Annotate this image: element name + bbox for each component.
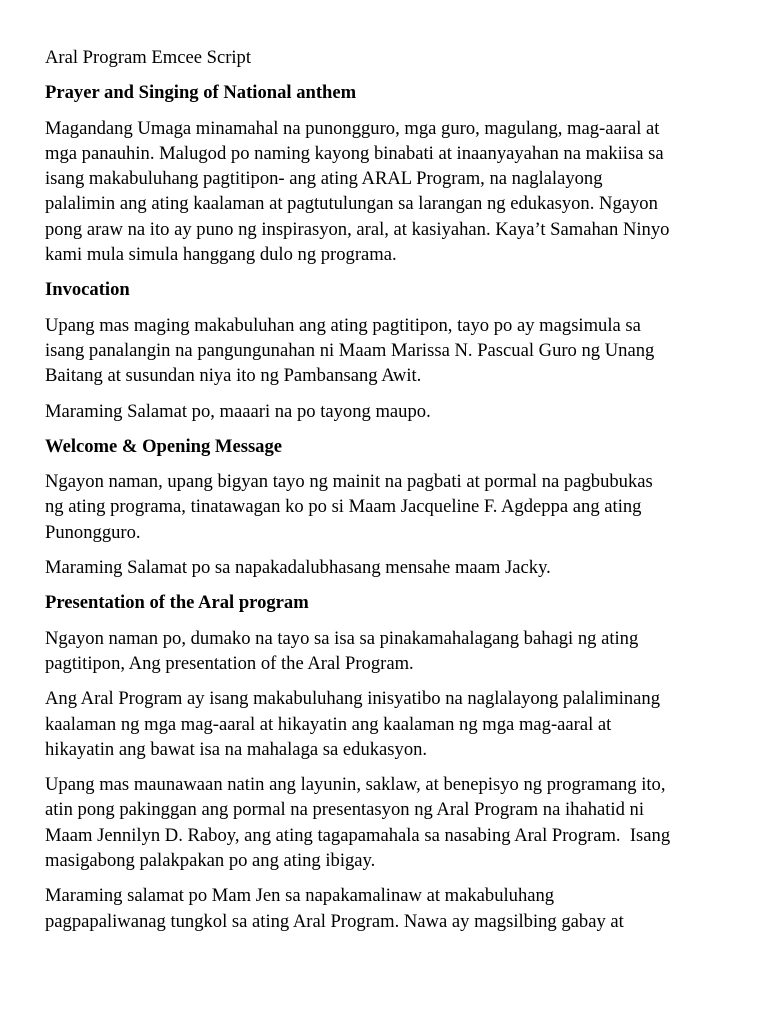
text-line: Maraming Salamat po sa napakadalubhasang mensahe maam Jacky. (45, 557, 551, 579)
paragraph (45, 399, 735, 424)
text-line: Magandang Umaga minamahal na punongguro, mga guro, magulang, mag-aaral at (45, 117, 660, 139)
text-line: masigabong palakpakan po ang ating ibigay. (45, 850, 376, 872)
section-heading: Welcome & Opening Message (45, 435, 283, 457)
document-page (45, 45, 735, 944)
text-line: Ngayon naman, upang bigyan tayo ng mainit na pagbati at pormal na pagbubukas (45, 471, 653, 493)
text-line: kami mula simula hanggang dulo ng programa. (45, 244, 397, 266)
section-heading: Presentation of the Aral program (45, 592, 309, 614)
text-line: Baitang at susundan niya ito ng Pambansang Awit. (45, 365, 422, 387)
section-heading: Invocation (45, 279, 130, 301)
paragraph (45, 313, 735, 389)
paragraph (45, 116, 735, 268)
paragraph (45, 772, 735, 873)
text-line: pagtitipon, Ang presentation of the Aral Program. (45, 652, 414, 674)
text-line: Ngayon naman po, dumako na tayo sa isa sa pinakamahalagang bahagi ng ating (45, 627, 639, 649)
text-line: isang makabuluhang pagtitipon- ang ating ARAL Program, na naglalayong (45, 168, 603, 190)
text-line: isang panalangin na pangungunahan ni Maam Marissa N. Pascual Guro ng Unang (45, 339, 655, 361)
text-line: Upang mas maunawaan natin ang layunin, saklaw, at benepisyo ng programang ito, (45, 774, 666, 796)
text-line: Upang mas maging makabuluhan ang ating pagtitipon, tayo po ay magsimula sa (45, 314, 641, 336)
text-line: pong araw na ito ay puno ng inspirasyon, aral, at kasiyahan. Kaya’t Samahan Ninyo (45, 218, 670, 240)
paragraph (45, 626, 735, 677)
text-line: Punongguro. (45, 521, 141, 543)
document-title: Aral Program Emcee Script (45, 47, 252, 68)
text-line: Ang Aral Program ay isang makabuluhang inisyatibo na naglalayong palaliminang (45, 688, 661, 710)
text-line: kaalaman ng mga mag-aaral at hikayatin ang kaalaman ng mga mag-aaral at (45, 713, 612, 735)
text-line: Maraming salamat po Mam Jen sa napakamalinaw at makabuluhang (45, 885, 555, 907)
text-line: atin pong pakinggan ang pormal na presentasyon ng Aral Program na ihahatid ni (45, 799, 644, 821)
paragraph (45, 555, 735, 580)
paragraph (45, 883, 735, 934)
text-line: mga panauhin. Malugod po naming kayong binabati at inaanyayahan na makiisa sa (45, 142, 664, 164)
text-line: pagpapaliwanag tungkol sa ating Aral Program. Nawa ay magsilbing gabay at (45, 910, 624, 932)
document-body (45, 80, 735, 934)
text-line: hikayatin ang bawat isa na mahalaga sa edukasyon. (45, 738, 428, 760)
text-line: Maraming Salamat po, maaari na po tayong maupo. (45, 400, 431, 422)
text-line: ng ating programa, tinatawagan ko po si Maam Jacqueline F. Agdeppa ang ating (45, 496, 642, 518)
text-line: palalimin ang ating kaalaman at pagtutulungan sa larangan ng edukasyon. Ngayon (45, 193, 658, 215)
section-heading: Prayer and Singing of National anthem (45, 82, 357, 104)
paragraph (45, 469, 735, 545)
text-line: Maam Jennilyn D. Raboy, ang ating tagapamahala sa nasabing Aral Program. Isang (45, 824, 671, 846)
paragraph (45, 686, 735, 762)
